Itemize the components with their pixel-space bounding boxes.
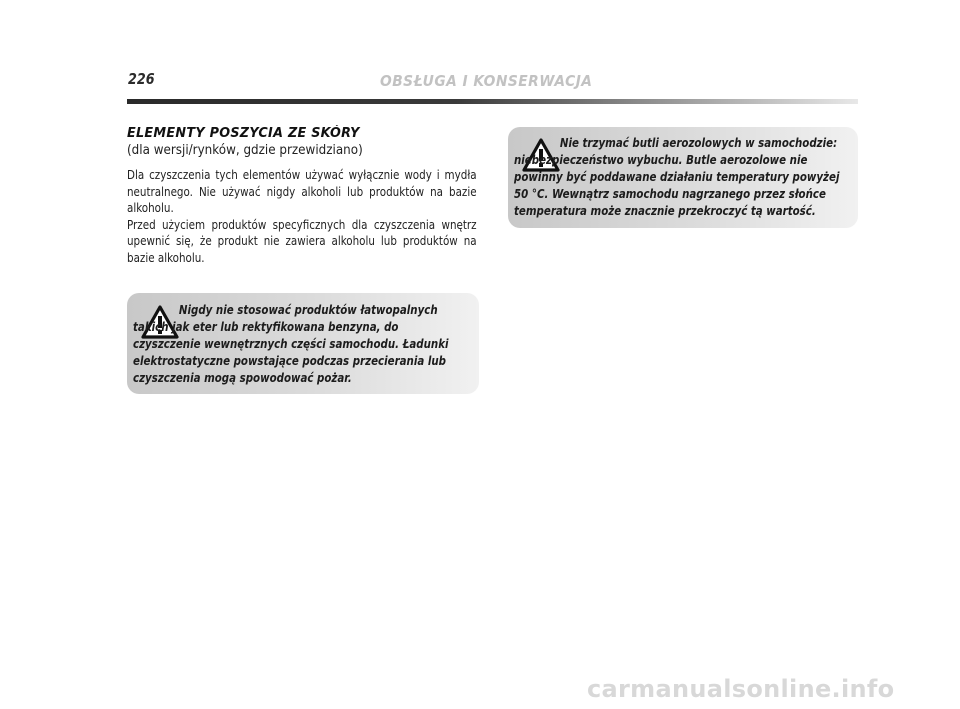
warning-box-aerosol	[508, 127, 858, 228]
paragraph: Dla czyszczenia tych elementów używać wyłącznie wody i mydła neutralnego. Nie używać nigdy alkoholi lub produktów na bazie alkoholu.	[127, 167, 477, 215]
paragraph: Przed użyciem produktów specyficznych dla czyszczenia wnętrz upewnić się, że produkt nie zawiera alkoholu lub produktów na bazie alkoholu.	[127, 216, 477, 265]
warning-text: Nie trzymać butli aerozolowych w samochodzie: niebezpieczeństwo wybuchu. Butle aerozolowe nie powinny być poddawane działaniu temperatury powyżej 50 °C. Wewnątrz samochodu nagrzanego przez słońce temperatura może znacznie przekroczyć tą wartość.	[514, 135, 840, 218]
body-text	[127, 167, 477, 266]
header-rule	[127, 99, 858, 104]
warning-text: Nigdy nie stosować produktów łatwopalnych takich jak eter lub rektyfikowana benzyna, do czyszczenie wewnętrznych części samochodu. Ładunki elektrostatyczne powstające podczas przecierania lub czyszczenia mogą spowodować pożar.	[133, 302, 449, 385]
section-heading: ELEMENTY POSZYCIA ZE SKÓRY	[127, 126, 360, 141]
warning-box-flammable	[127, 293, 479, 394]
running-title: OBSŁUGA I KONSERWACJA	[380, 72, 593, 90]
section-subtitle: (dla wersji/rynków, gdzie przewidziano)	[127, 143, 363, 158]
page-number: 226	[128, 70, 155, 88]
watermark: carmanualsonline.info	[587, 675, 895, 703]
